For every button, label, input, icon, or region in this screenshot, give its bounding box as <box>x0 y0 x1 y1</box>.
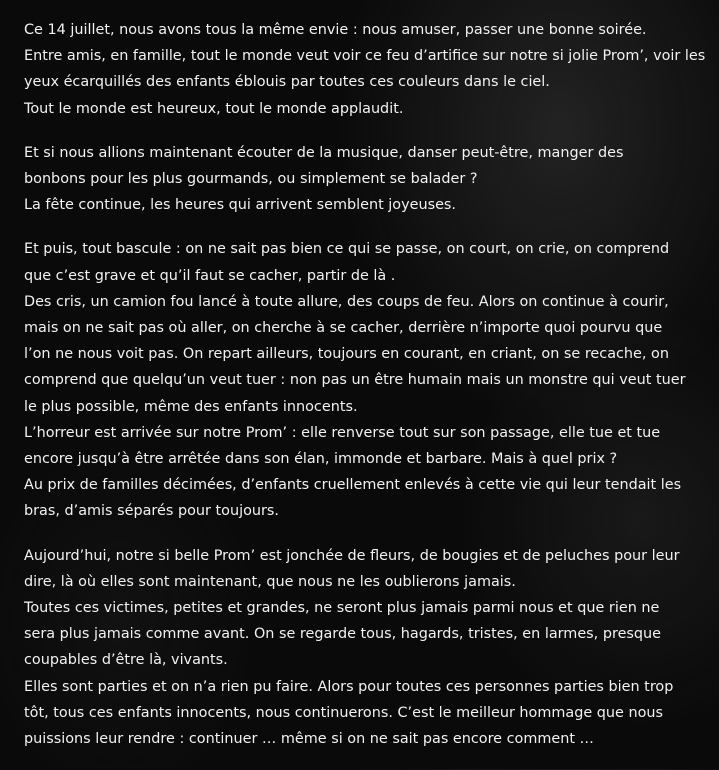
text-line: Et puis, tout bascule : on ne sait pas bien ce qui se passe, on court, on crie, on comprend <box>24 241 670 258</box>
text-line: tôt, tous ces enfants innocents, nous continuerons. C’est le meilleur hommage que nous <box>24 704 664 721</box>
text-line: La fête continue, les heures qui arrivent semblent joyeuses. <box>24 197 457 214</box>
text-line: L’horreur est arrivée sur notre Prom’ : elle renverse tout sur son passage, elle tue et tue <box>24 424 661 441</box>
text-line: Entre amis, en famille, tout le monde veut voir ce feu d’artifice sur notre si jolie Prom’, voir les <box>24 48 706 65</box>
text-line: encore jusqu’à être arrêtée dans son élan, immonde et barbare. Mais à quel prix ? <box>24 451 618 468</box>
text-line: coupables d’être là, vivants. <box>24 652 228 669</box>
text-line: Aujourd’hui, notre si belle Prom’ est jonchée de fleurs, de bougies et de peluches pour leur <box>24 547 680 564</box>
text-line: comprend que quelqu’un veut tuer : non pas un être humain mais un monstre qui veut tuer <box>24 372 686 389</box>
text-line: bonbons pour les plus gourmands, ou simplement se balader ? <box>24 171 478 188</box>
text-line: que c’est grave et qu’il faut se cacher, partir de là . <box>24 267 396 284</box>
text-line: Elles sont parties et on n’a rien pu faire. Alors pour toutes ces personnes parties bien trop <box>24 678 674 695</box>
tribute-text <box>24 17 714 770</box>
paragraph-tribute <box>24 543 714 753</box>
paragraph-evening <box>24 17 714 122</box>
text-line: Des cris, un camion fou lancé à toute allure, des coups de feu. Alors on continue à courir, <box>24 293 669 310</box>
text-line: Toutes ces victimes, petites et grandes, ne seront plus jamais parmi nous et que rien ne <box>24 600 660 617</box>
text-line: Au prix de familles décimées, d’enfants cruellement enlevés à cette vie qui leur tendait les <box>24 477 682 494</box>
text-line: l’on ne nous voit pas. On repart ailleurs, toujours en courant, en criant, on se recache, on <box>24 346 669 363</box>
text-line: bras, d’amis séparés pour toujours. <box>24 503 279 520</box>
text-line: sera plus jamais comme avant. On se regarde tous, hagards, tristes, en larmes, presque <box>24 626 662 643</box>
paragraph-celebration <box>24 140 714 219</box>
text-line: Et si nous allions maintenant écouter de la musique, danser peut-être, manger des <box>24 144 624 161</box>
text-line: yeux écarquillés des enfants éblouis par toutes ces couleurs dans le ciel. <box>24 74 550 91</box>
text-line: mais on ne sait pas où aller, on cherche à se cacher, derrière n’importe quoi pourvu que <box>24 320 663 337</box>
text-line: puissions leur rendre : continuer … même si on ne sait pas encore comment … <box>24 731 594 748</box>
text-line: le plus possible, même des enfants innocents. <box>24 398 358 415</box>
paragraph-attack <box>24 236 714 524</box>
text-line: Ce 14 juillet, nous avons tous la même envie : nous amuser, passer une bonne soirée. <box>24 22 647 38</box>
text-line: Tout le monde est heureux, tout le monde applaudit. <box>24 100 404 117</box>
text-line: dire, là où elles sont maintenant, que nous ne les oublierons jamais. <box>24 573 516 590</box>
